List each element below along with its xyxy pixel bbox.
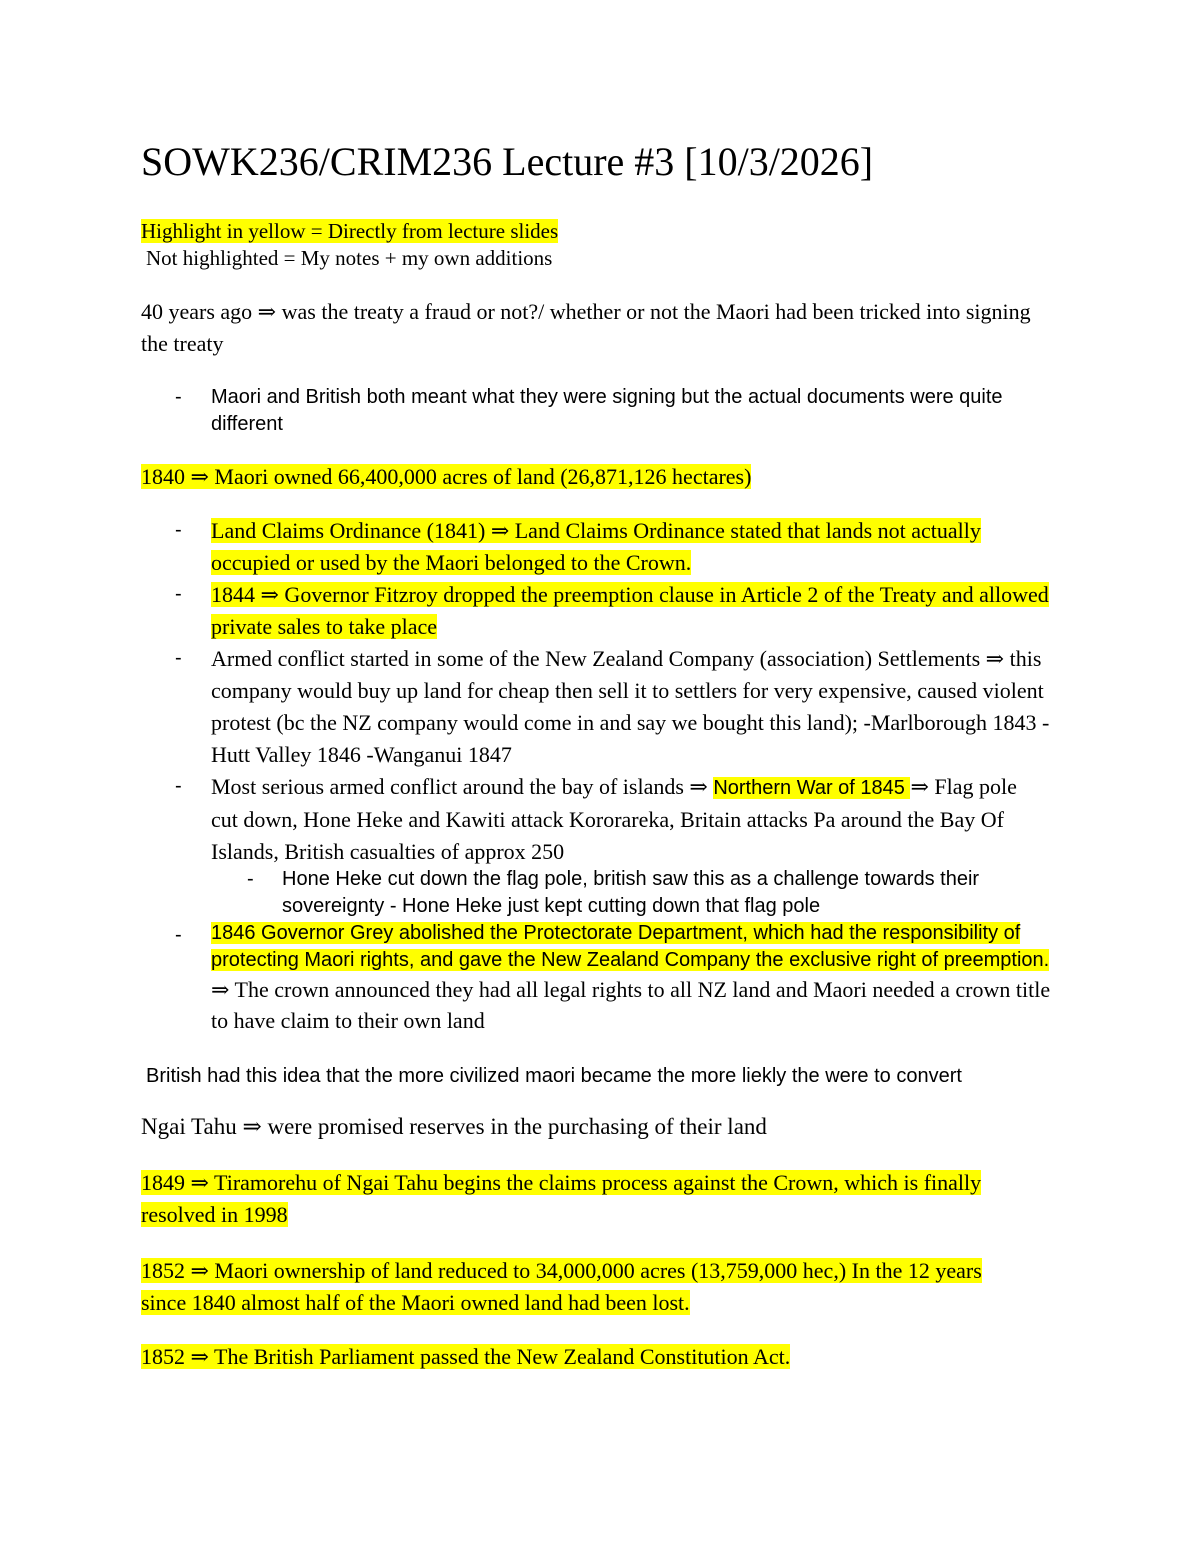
intro-bullet: Maori and British both meant what they were signing but the actual documents were quite different [211,386,1003,435]
section-1852-land [141,1255,1031,1319]
heading-1840-text: 1840 ⇒ Maori owned 66,400,000 acres of land (26,871,126 hectares) [141,464,752,489]
sub-bullet-marker: - [247,868,254,890]
bullet-northern-war [211,771,1041,868]
section-1852-constitution-text: 1852 ⇒ The British Parliament passed the New Zealand Constitution Act. [141,1344,791,1369]
bullet-fitzroy-text: 1844 ⇒ Governor Fitzroy dropped the preemption clause in Article 2 of the Treaty and allowed private sales to take place [211,582,1049,639]
grey-after: ⇒ The crown announced they had all legal rights to all NZ land and Maori needed a crown title to have claim to their own land [211,977,1051,1033]
northern-war-highlight: Northern War of 1845 [713,777,911,799]
bullet-grey [211,920,1061,1036]
note-civilized: British had this idea that the more civilized maori became the more liekly the were to convert [146,1065,962,1087]
northern-war-before: Most serious armed conflict around the bay of islands ⇒ [211,774,714,799]
bullet-fitzroy [211,579,1051,643]
heading-1840 [141,461,1051,493]
grey-highlight: 1846 Governor Grey abolished the Protectorate Department, which had the responsibility of protecting Maori rights, and gave the New Zealand Company the exclusive right of preemption. [211,922,1050,971]
legend-not-highlighted: Not highlighted = My notes + my own additions [146,246,553,270]
bullet-marker: - [175,583,182,605]
bullet-marker: - [175,924,182,946]
bullet-marker: - [175,386,182,408]
northern-war-after: ⇒ Flag pole cut down, Hone Heke and Kawiti attack Kororareka, Britain attacks Pa around the Bay Of Islands, British casualties of approx 250 [211,774,1017,864]
legend-highlighted-text: Highlight in yellow = Directly from lecture slides [141,219,559,243]
legend-highlighted [141,218,1051,245]
bullet-land-claims [211,515,1011,579]
sub-bullet-hone-heke: Hone Heke cut down the flag pole, british saw this as a challenge towards their sovereignty - Hone Heke just kept cutting down that flag pole [282,868,980,917]
bullet-marker: - [175,647,182,669]
intro-text: 40 years ago ⇒ was the treaty a fraud or not?/ whether or not the Maori had been tricked into signing the treaty [141,299,1031,356]
bullet-nz-company: Armed conflict started in some of the New Zealand Company (association) Settlements ⇒ this company would buy up land for cheap then sell it to settlers for very expensive, caused violent protest (bc the NZ company would come in and say we bought this land); -Marlborough 1843 -Hutt Valley 1846 -Wanganui 1847 [211,646,1050,767]
page-title: SOWK236/CRIM236 Lecture #3 [10/3/2026] [141,139,874,184]
bullet-marker: - [175,519,182,541]
section-1849-text: 1849 ⇒ Tiramorehu of Ngai Tahu begins the claims process against the Crown, which is finally resolved in 1998 [141,1170,982,1227]
section-1852-constitution [141,1341,1051,1373]
bullet-marker: - [175,775,182,797]
ngai-tahu-note: Ngai Tahu ⇒ were promised reserves in the purchasing of their land [141,1114,767,1139]
section-1849 [141,1167,1031,1231]
bullet-land-claims-text: Land Claims Ordinance (1841) ⇒ Land Claims Ordinance stated that lands not actually occupied or used by the Maori belonged to the Crown. [211,518,981,575]
section-1852-land-text: 1852 ⇒ Maori ownership of land reduced to 34,000,000 acres (13,759,000 hec,) In the 12 years since 1840 almost half of the Maori owned land had been lost. [141,1258,982,1315]
